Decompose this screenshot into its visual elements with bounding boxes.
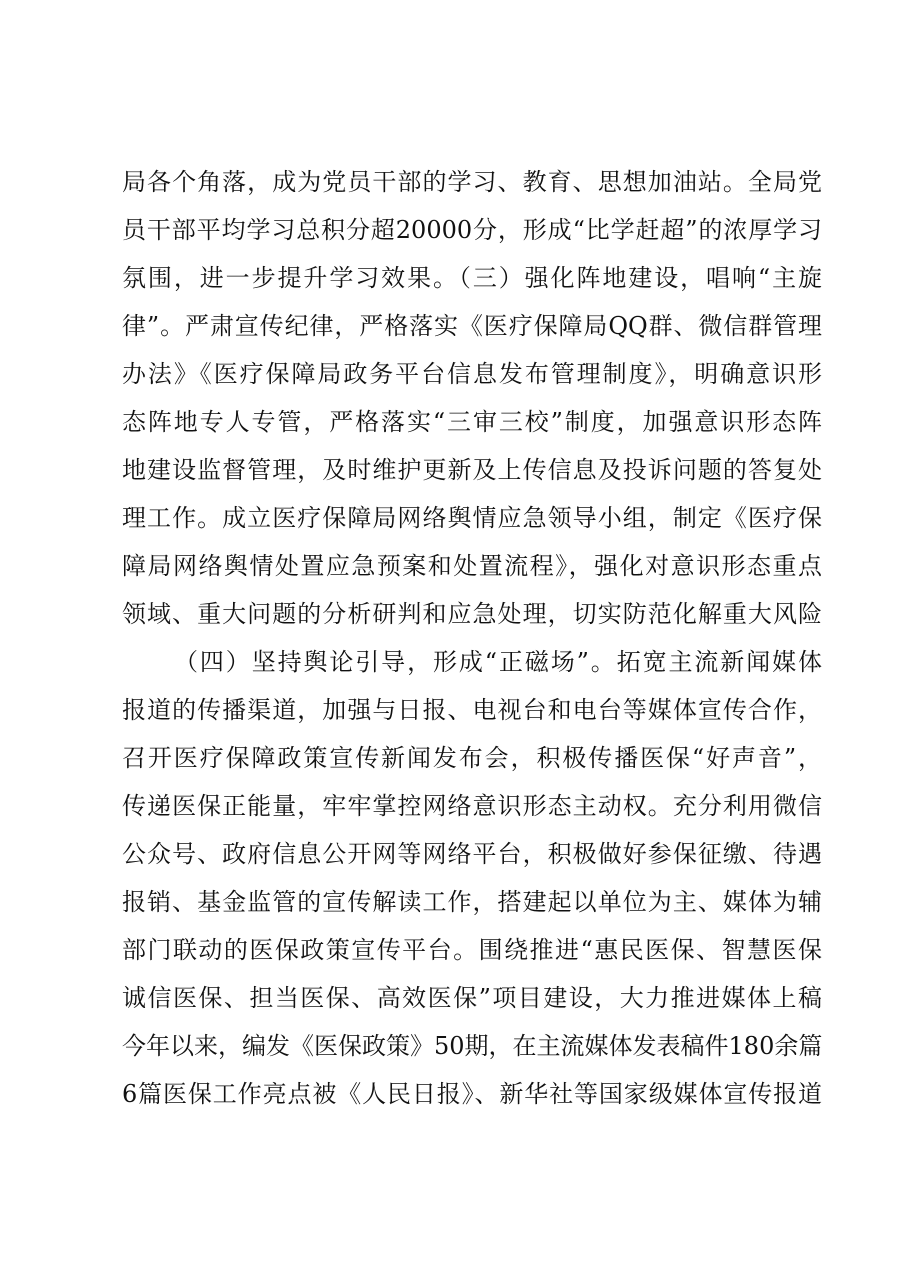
text-line: 部门联动的医保政策宣传平台。围绕推进“惠民医保、智慧医保 — [122, 936, 822, 964]
text-line: 障局网络舆情处置应急预案和处置流程》，强化对意识形态重点 — [122, 552, 822, 580]
text-line: 态阵地专人专管，严格落实“三审三校”制度，加强意识形态阵 — [122, 408, 822, 436]
text-line: 局各个角落，成为党员干部的学习、教育、思想加油站。全局党 — [122, 168, 822, 196]
text-line: 地建设监督管理，及时维护更新及上传信息及投诉问题的答复处 — [122, 456, 822, 484]
text-line: 员干部平均学习总积分超20000分，形成“比学赶超”的浓厚学习 — [122, 216, 822, 244]
text-line: 诚信医保、担当医保、高效医保”项目建设，大力推进媒体上稿 — [122, 984, 822, 1012]
text-line: 氛围，进一步提升学习效果。（三）强化阵地建设，唱响“主旋 — [122, 264, 822, 292]
text-line: 领域、重大问题的分析研判和应急处理，切实防范化解重大风险 — [122, 600, 822, 628]
text-line: 今年以来，编发《医保政策》50期，在主流媒体发表稿件180余篇 — [122, 1032, 823, 1060]
text-line: 公众号、政府信息公开网等网络平台，积极做好参保征缴、待遇 — [122, 840, 822, 868]
text-line: 理工作。成立医疗保障局网络舆情应急领导小组，制定《医疗保 — [122, 504, 822, 532]
text-line: 律”。严肃宣传纪律，严格落实《医疗保障局QQ群、微信群管理 — [122, 312, 822, 340]
text-line: 办法》《医疗保障局政务平台信息发布管理制度》，明确意识形 — [122, 360, 822, 388]
text-line: 报销、基金监管的宣传解读工作，搭建起以单位为主、媒体为辅 — [122, 888, 822, 916]
text-line: 传递医保正能量，牢牢掌控网络意识形态主动权。充分利用微信 — [122, 792, 822, 820]
text-line: 报道的传播渠道，加强与日报、电视台和电台等媒体宣传合作， — [122, 696, 822, 724]
text-line: 召开医疗保障政策宣传新闻发布会，积极传播医保“好声音”， — [122, 744, 822, 772]
paragraph-heading-line: （四）坚持舆论引导，形成“正磁场”。拓宽主流新闻媒体 — [174, 648, 822, 676]
text-line: 6篇医保工作亮点被《人民日报》、新华社等国家级媒体宣传报道 — [122, 1080, 822, 1108]
